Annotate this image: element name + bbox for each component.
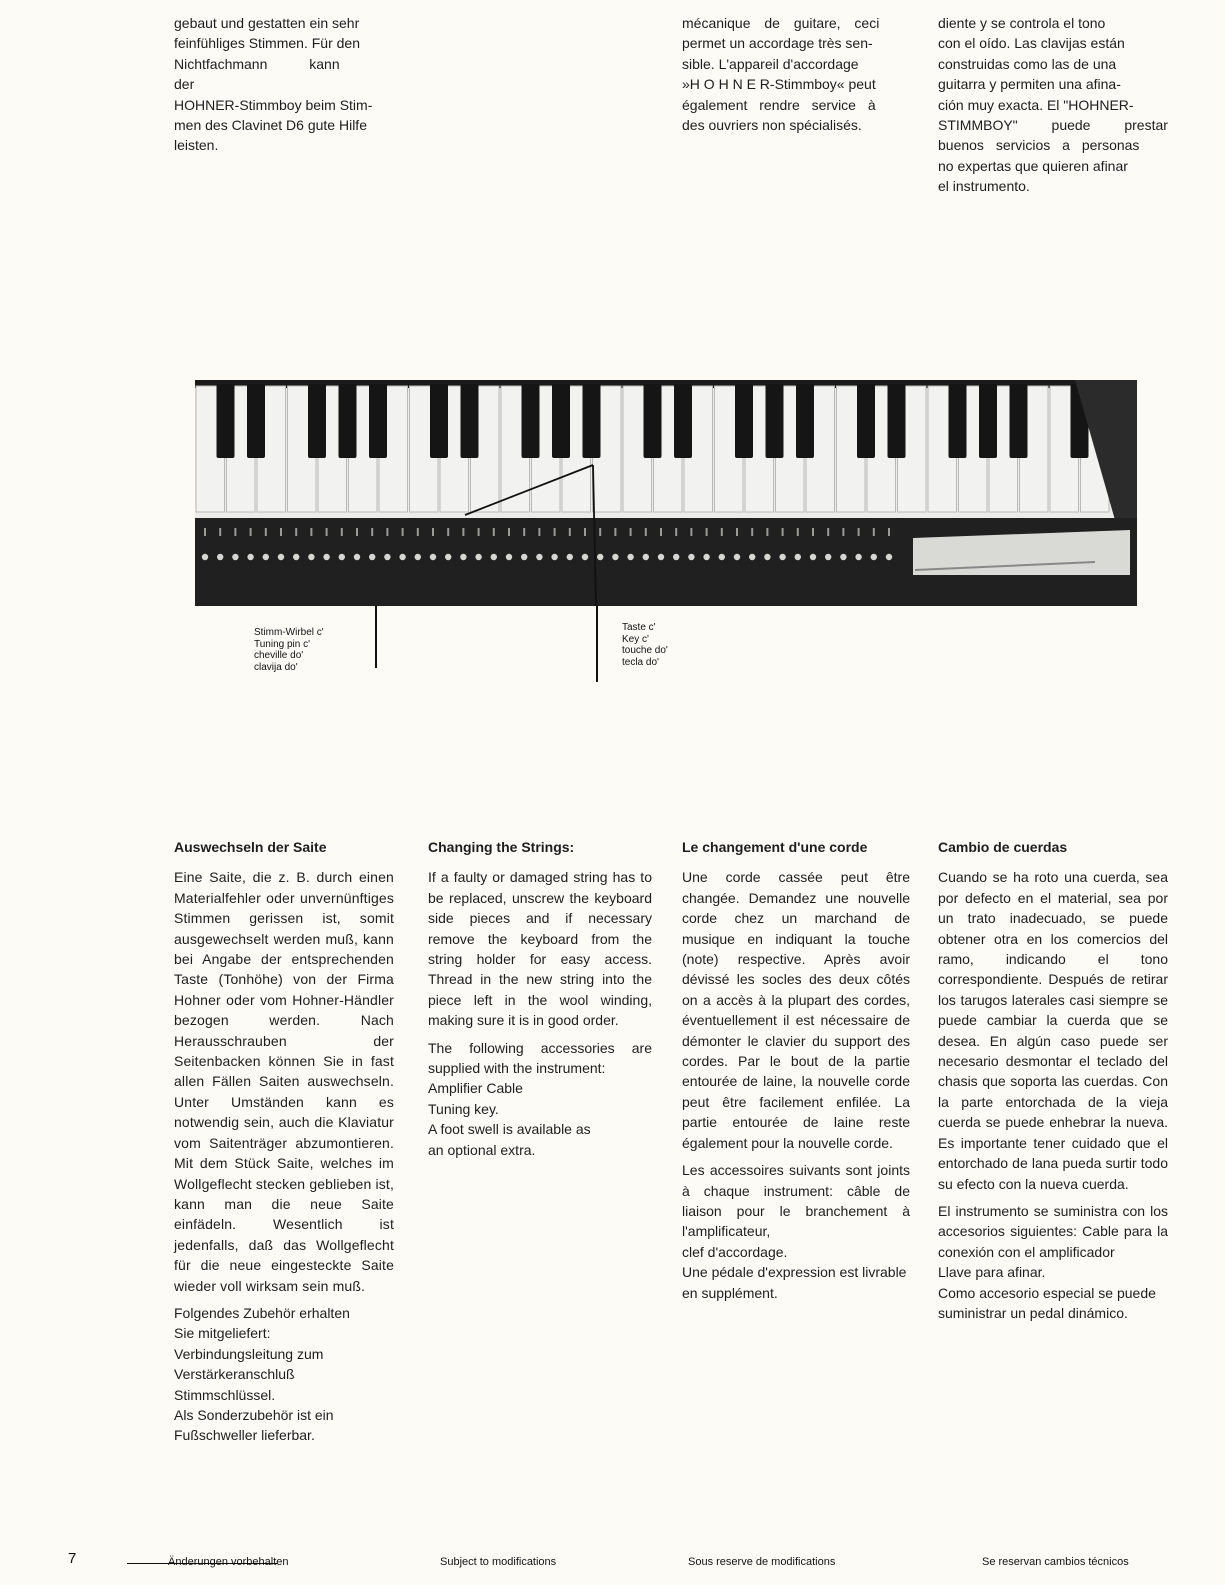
string-holder-mark	[721, 528, 723, 536]
accessory-line: Llave para afinar.	[938, 1264, 1046, 1281]
text-line: el instrumento.	[938, 178, 1030, 195]
string-holder-mark	[265, 528, 267, 536]
black-key	[979, 384, 997, 458]
string-holder-mark	[371, 528, 373, 536]
string-holder-mark	[584, 528, 586, 536]
section-french	[682, 837, 910, 1303]
callout-label: Stimm-Wirbel c'	[254, 627, 324, 638]
tuning-pin	[354, 554, 360, 560]
text-line: guitarra y permiten una afina-	[938, 76, 1121, 93]
keyboard-photo	[195, 380, 1137, 606]
callout-label: tecla do'	[622, 656, 659, 668]
string-holder-mark	[523, 528, 525, 536]
accessory-line: Verbindungsleitung zum	[174, 1345, 324, 1362]
black-key	[430, 384, 448, 458]
section-german	[174, 837, 394, 1446]
black-key	[949, 384, 967, 458]
callout-leader-key	[596, 606, 598, 682]
string-holder-mark	[356, 528, 358, 536]
string-holder-mark	[478, 528, 480, 536]
callout-key	[622, 622, 668, 668]
paragraph: Cuando se ha roto una cuerda, sea por defecto en el material, sea por un trato inadecuado, se puede obtener otra en los comercios del ramo, indicando el tono correspondiente. Después de retirar los tarugos laterales casi siempre se puede cambiar la cuerda que se desea. En algún caso puede ser necesario desmontar el teclado del chasis que soporta las cuerdas. Con la parte entorchada de la vieja cuerda se puede enhebrar la nueva. Es importante tener cuidado que el entorchado de lana pueda surtir todo su efecto con la nueva cuerda.	[938, 869, 1168, 1192]
tuning-pin	[612, 554, 618, 560]
tuning-pin	[278, 554, 284, 560]
string-holder-mark	[827, 528, 829, 536]
string-holder-mark	[614, 528, 616, 536]
tuning-pin	[627, 554, 633, 560]
accessory-line: Une pédale d'expression est livrable en supplément.	[682, 1264, 907, 1301]
accessories-list	[174, 1303, 394, 1446]
tuning-pin	[415, 554, 421, 560]
string-holder-mark	[417, 528, 419, 536]
text-line: des ouvriers non spécialisés.	[682, 117, 862, 134]
tuning-pin	[430, 554, 436, 560]
footer-note-spanish: Se reservan cambios técnicos	[982, 1556, 1129, 1568]
text-line: ción muy exacta. El "HOHNER-	[938, 96, 1134, 113]
accessory-line: A foot swell is available as	[428, 1121, 591, 1138]
tuning-pin	[460, 554, 466, 560]
string-holder-mark	[310, 528, 312, 536]
string-holder-mark	[432, 528, 434, 536]
tuning-pin	[673, 554, 679, 560]
string-holder-mark	[326, 528, 328, 536]
string-holder-mark	[706, 528, 708, 536]
tuning-pin	[232, 554, 238, 560]
text-line: également rendre service à	[682, 96, 876, 113]
accessory-line: Amplifier Cable	[428, 1080, 523, 1097]
text-line: mécanique de guitare, ceci	[682, 15, 880, 31]
tuning-pin	[323, 554, 329, 560]
string-holder-mark	[599, 528, 601, 536]
section-heading: Auswechseln der Saite	[174, 839, 327, 855]
string-holder-mark	[690, 528, 692, 536]
callout-label: Key c'	[622, 633, 649, 645]
tuning-pin	[871, 554, 877, 560]
page-number: 7	[68, 1550, 77, 1567]
accessory-line: Sie mitgeliefert:	[174, 1325, 271, 1342]
tuning-pin	[399, 554, 405, 560]
text-line: feinfühliges Stimmen. Für den	[174, 35, 360, 52]
tuning-pin	[567, 554, 573, 560]
tuning-pin	[445, 554, 451, 560]
accessory-line: Tuning key.	[428, 1100, 499, 1117]
accessory-line: Como accesorio especial se puede suministrar un pedal dinámico.	[938, 1284, 1156, 1321]
string-holder-mark	[554, 528, 556, 536]
accessories-list	[428, 1078, 652, 1160]
tuning-pin	[263, 554, 269, 560]
section-heading: Changing the Strings:	[428, 839, 575, 855]
string-holder-mark	[386, 528, 388, 536]
text-line: leisten.	[174, 137, 219, 154]
string-holder-mark	[751, 528, 753, 536]
tuning-pin	[886, 554, 892, 560]
string-holder-mark	[782, 528, 784, 536]
tuning-pin	[384, 554, 390, 560]
string-holder-mark	[295, 528, 297, 536]
paragraph: Une corde cassée peut être changée. Demandez une nouvelle corde chez un marchand de musique en indiquant la touche (note) respective. Après avoir dévissé les socles des deux côtés on a accès à la plupart des cordes, éventuellement il est nécessaire de démonter le clavier du support des cordes. Par le bout de la partie entourée de laine, la nouvelle corde peut être facilement enfilée. La partie entourée de laine reste également pour la nouvelle corde.	[682, 869, 910, 1151]
callout-label: cheville do'	[254, 650, 304, 661]
tuning-pin	[217, 554, 223, 560]
tuning-pin	[734, 554, 740, 560]
tuning-pin	[582, 554, 588, 560]
string-holder-mark	[569, 528, 571, 536]
callout-leader-tuning-pin	[375, 606, 377, 668]
accessory-line: Fußschweller lieferbar.	[174, 1427, 315, 1444]
string-holder-mark	[630, 528, 632, 536]
black-key	[583, 384, 601, 458]
tuning-pin	[308, 554, 314, 560]
black-key	[766, 384, 784, 458]
top-text-spanish	[938, 13, 1168, 197]
string-holder-mark	[873, 528, 875, 536]
section-heading: Cambio de cuerdas	[938, 839, 1068, 855]
paragraph: Les accessoires suivants sont joints à chaque instrument: câble de liaison pour le branchement à l'amplificateur,	[682, 1162, 910, 1240]
footer-note-french: Sous reserve de modifications	[688, 1556, 836, 1568]
black-key	[339, 384, 357, 458]
text-line: men des Clavinet D6 gute Hilfe	[174, 117, 367, 134]
tuning-pin	[779, 554, 785, 560]
text-line: no expertas que quieren afinar	[938, 157, 1128, 174]
black-key	[644, 384, 662, 458]
section-spanish	[938, 837, 1168, 1323]
black-key	[857, 384, 875, 458]
black-key	[552, 384, 570, 458]
string-holder-mark	[280, 528, 282, 536]
text-line: gebaut und gestatten ein sehr	[174, 15, 360, 31]
black-key	[674, 384, 692, 458]
black-key	[796, 384, 814, 458]
paragraph: If a faulty or damaged string has to be replaced, unscrew the keyboard side pieces and if necessary remove the keyboard from the string holder for easy access. Thread in the new string into the piece left in the wool winding, making sure it is in good order.	[428, 869, 652, 1029]
string-holder-mark	[234, 528, 236, 536]
callout-label: touche do'	[622, 645, 668, 656]
string-holder-mark	[858, 528, 860, 536]
string-holder-mark	[538, 528, 540, 536]
tuning-pin	[339, 554, 345, 560]
string-holder-mark	[508, 528, 510, 536]
text-line: sible. L'appareil d'accordage	[682, 55, 859, 72]
black-key	[888, 384, 906, 458]
footer-note-english: Subject to modifications	[440, 1556, 557, 1568]
string-holder-mark	[341, 528, 343, 536]
accessory-line: Stimmschlüssel.	[174, 1386, 276, 1403]
accessory-line: an optional extra.	[428, 1141, 536, 1158]
accessory-line: Verstärkeranschluß	[174, 1366, 295, 1383]
text-line: »H O H N E R-Stimmboy« peut	[682, 76, 876, 93]
tuning-pin	[840, 554, 846, 560]
paragraph: El instrumento se suministra con los accesorios siguientes: Cable para la conexión con el amplificador	[938, 1202, 1168, 1260]
black-keys	[217, 384, 1089, 458]
string-holder-mark	[888, 528, 890, 536]
top-text-french	[682, 13, 915, 135]
string-holder-mark	[250, 528, 252, 536]
string-holder-mark	[766, 528, 768, 536]
black-key	[217, 384, 235, 458]
tuning-pin	[749, 554, 755, 560]
tuning-pin	[764, 554, 770, 560]
callout-label: Tuning pin c'	[254, 638, 311, 650]
tuning-pin	[597, 554, 603, 560]
text-line: buenos servicios a personas	[938, 137, 1140, 154]
tuning-pin	[825, 554, 831, 560]
string-holder-mark	[645, 528, 647, 536]
string-holder-mark	[736, 528, 738, 536]
string-holder-mark	[204, 528, 206, 536]
accessories-list	[938, 1262, 1168, 1323]
tuning-pin	[202, 554, 208, 560]
tuning-pin	[536, 554, 542, 560]
string-holder-mark	[797, 528, 799, 536]
top-text-german	[174, 13, 396, 156]
string-holder-mark	[219, 528, 221, 536]
black-key	[247, 384, 265, 458]
black-key	[308, 384, 326, 458]
tuning-pin	[247, 554, 253, 560]
tuning-pin	[855, 554, 861, 560]
text-line: STIMMBOY" puede prestar	[938, 117, 1168, 134]
tuning-pin	[293, 554, 299, 560]
tuning-pin	[643, 554, 649, 560]
string-holder-mark	[462, 528, 464, 536]
string-holder-mark	[675, 528, 677, 536]
black-key	[1010, 384, 1028, 458]
text-line: construidas como las de una	[938, 55, 1117, 72]
string-holder-mark	[493, 528, 495, 536]
black-key	[369, 384, 387, 458]
black-key	[735, 384, 753, 458]
paragraph: The following accessories are supplied with the instrument:	[428, 1039, 652, 1077]
string-holder-mark	[842, 528, 844, 536]
tuning-pin	[795, 554, 801, 560]
tuning-pin	[521, 554, 527, 560]
accessories-list	[682, 1242, 910, 1303]
text-line: diente y se controla el tono	[938, 15, 1106, 31]
callout-label: Taste c'	[622, 622, 656, 633]
section-heading: Le changement d'une corde	[682, 839, 868, 855]
string-holder-mark	[812, 528, 814, 536]
black-key	[522, 384, 540, 458]
callout-tuning-pin	[254, 627, 324, 673]
tuning-pin	[810, 554, 816, 560]
section-english	[428, 837, 652, 1160]
string-holder-mark	[447, 528, 449, 536]
tuning-pin	[369, 554, 375, 560]
accessory-line: clef d'accordage.	[682, 1243, 788, 1260]
paragraph: Eine Saite, die z. B. durch einen Materialfehler oder unvernünftiges Stimmen gerissen ist, somit ausgewechselt werden muß, kann bei Angabe der entsprechenden Taste (Tonhöhe) von der Firma Hohner oder vom Hohner-Händler bezogen werden. Nach Herausschrauben der Seitenbacken können Sie in fast allen Fällen Saiten auswechseln. Unter Umständen kann es notwendig sein, auch die Klaviatur vom Saitenträger abzumontieren. Mit dem Stück Saite, welches im Wollgeflecht stecken geblieben ist, kann man die neue Saite einfädeln. Wesentlich ist jedenfalls, daß das Wollgeflecht für die neue eingesteckte Saite wieder voll wirksam sein muß.	[174, 869, 394, 1294]
text-line: HOHNER-Stimmboy beim Stim-	[174, 96, 373, 113]
footer-note-german: Änderungen vorbehalten	[168, 1556, 289, 1568]
tuning-pin	[475, 554, 481, 560]
string-holder-mark	[402, 528, 404, 536]
text-line: permet un accordage très sen-	[682, 35, 873, 52]
black-key	[461, 384, 479, 458]
tuning-pin	[491, 554, 497, 560]
tuning-pin	[551, 554, 557, 560]
text-line: con el oído. Las clavijas están	[938, 35, 1125, 52]
tuning-pin	[506, 554, 512, 560]
tuning-pin	[719, 554, 725, 560]
tuning-pin	[703, 554, 709, 560]
accessory-line: Als Sonderzubehör ist ein	[174, 1406, 334, 1423]
tuning-pin	[658, 554, 664, 560]
accessory-line: Folgendes Zubehör erhalten	[174, 1304, 350, 1321]
string-holder-mark	[660, 528, 662, 536]
callout-label: clavija do'	[254, 661, 298, 673]
tuning-pin	[688, 554, 694, 560]
text-line: Nichtfachmann kann der	[174, 55, 340, 93]
